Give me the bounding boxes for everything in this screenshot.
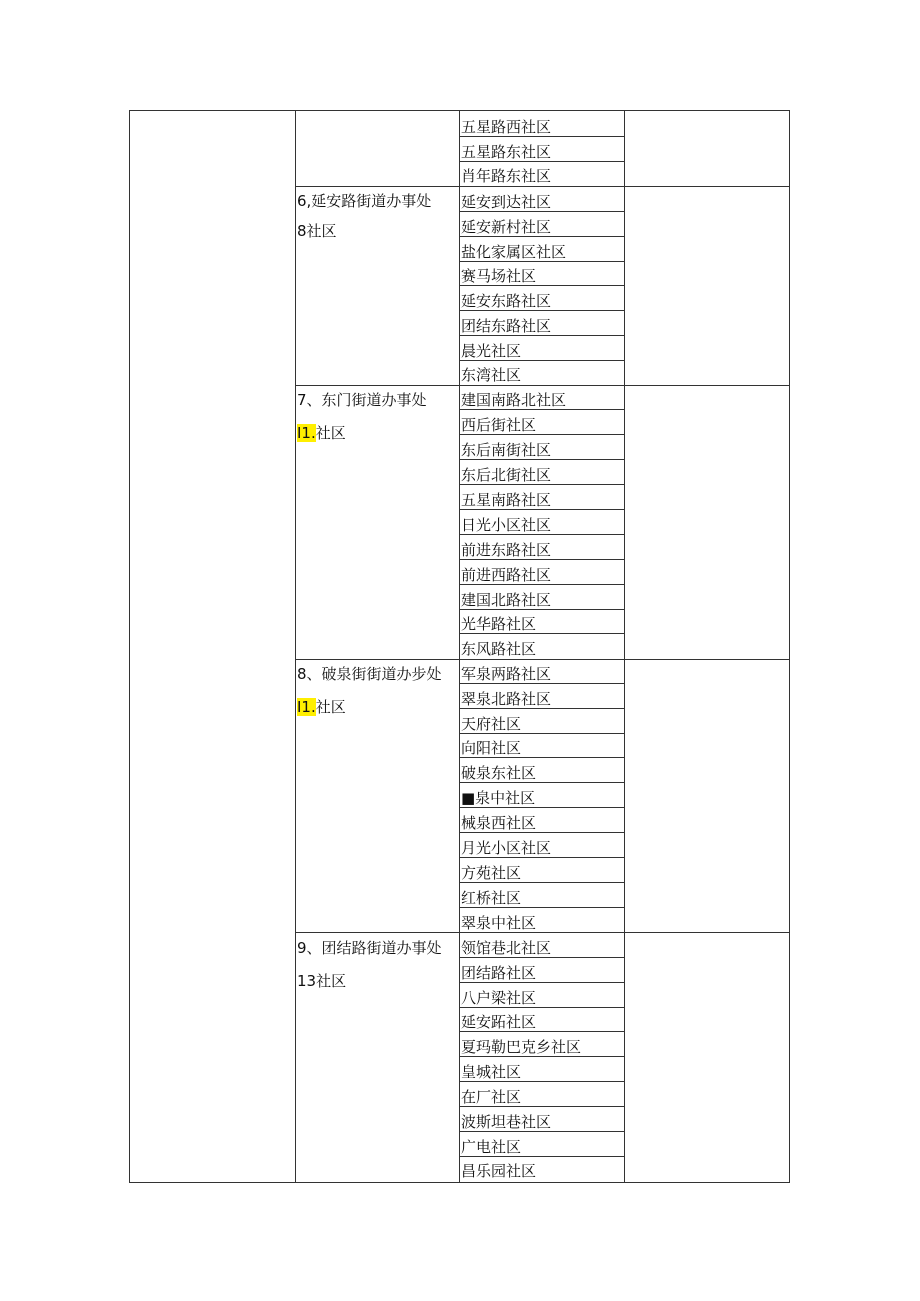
community-cell: 团结东路社区 [461,317,552,335]
community-cell: 延安新村社区 [461,218,552,236]
row-divider [460,161,624,162]
row-divider [460,957,624,958]
community-cell: 东后北街社区 [461,466,552,484]
community-cell: 延安到达社区 [461,193,552,211]
column-divider-1 [295,111,296,1182]
row-divider [460,559,624,560]
column-divider-2 [459,111,460,1182]
row-divider [460,459,624,460]
community-cell: 建国北路社区 [461,591,552,609]
community-cell: 军泉两路社区 [461,665,552,683]
community-cell: 西后街社区 [461,416,537,434]
community-cell: 延安跖社区 [461,1013,537,1031]
community-cell: 翠泉北路社区 [461,690,552,708]
community-cell: 晨光社区 [461,342,522,360]
row-divider [460,484,624,485]
community-cell: 皇城社区 [461,1063,522,1081]
community-cell: 盐化家属区社区 [461,243,567,261]
community-cell: 广电社区 [461,1138,522,1156]
community-cell: 延安东路社区 [461,292,552,310]
district-label: 8、破泉街街道办步处 [297,665,442,683]
row-divider [460,584,624,585]
row-divider [460,335,624,336]
row-divider [460,1007,624,1008]
row-divider [460,409,624,410]
community-cell: 团结路社区 [461,964,537,982]
row-divider [460,857,624,858]
community-cell: 东后南街社区 [461,441,552,459]
row-divider [460,360,624,361]
community-cell: 波斯坦巷社区 [461,1113,552,1131]
row-divider [460,136,624,137]
community-count: 8社区 [297,222,337,240]
community-cell: 械泉西社区 [461,814,537,832]
community-cell: 向阳社区 [461,739,522,757]
district-label: 7、东门街道办事处 [297,391,427,409]
row-divider [460,534,624,535]
row-divider [460,509,624,510]
community-cell: 日光小区社区 [461,516,552,534]
community-cell: 红桥社区 [461,889,522,907]
community-cell: 翠泉中社区 [461,914,537,932]
community-cell: 肖年路东社区 [461,167,552,185]
row-divider [460,434,624,435]
community-cell: 八户梁社区 [461,989,537,1007]
row-divider [460,733,624,734]
row-divider [460,261,624,262]
row-divider [460,757,624,758]
community-cell: 五星路东社区 [461,143,552,161]
row-divider [460,882,624,883]
community-count: I1.社区 [297,698,346,716]
community-cell: 东湾社区 [461,366,522,384]
community-cell: 五星南路社区 [461,491,552,509]
district-label: 9、团结路街道办事处 [297,939,442,957]
row-divider [460,832,624,833]
community-cell: 昌乐园社区 [461,1162,537,1180]
row-divider [460,1056,624,1057]
community-cell: 在厂社区 [461,1088,522,1106]
community-cell: 五星路西社区 [461,118,552,136]
community-cell: 月光小区社区 [461,839,552,857]
row-divider [460,609,624,610]
community-cell: ■泉中社区 [461,789,536,807]
community-cell: 赛马场社区 [461,267,537,285]
district-table [129,110,790,1183]
community-cell: 破泉东社区 [461,764,537,782]
row-divider [460,285,624,286]
community-cell: 光华路社区 [461,615,537,633]
community-count: 13社区 [297,972,347,990]
row-divider [460,1156,624,1157]
community-count: I1.社区 [297,424,346,442]
community-cell: 天府社区 [461,715,522,733]
district-label: 6,延安路街道办事处 [297,192,432,210]
row-divider [460,211,624,212]
row-divider [460,683,624,684]
row-divider [460,310,624,311]
group-separator [295,385,789,386]
row-divider [460,1106,624,1107]
row-divider [460,1131,624,1132]
row-divider [460,907,624,908]
community-cell: 方苑社区 [461,864,522,882]
row-divider [460,782,624,783]
row-divider [460,708,624,709]
community-cell: 夏玛勒巴克乡社区 [461,1038,582,1056]
group-separator [295,659,789,660]
community-cell: 东风路社区 [461,640,537,658]
community-cell: 建国南路北社区 [461,391,567,409]
community-cell: 前进西路社区 [461,566,552,584]
row-divider [460,982,624,983]
row-divider [460,236,624,237]
row-divider [460,1031,624,1032]
row-divider [460,633,624,634]
row-divider [460,1081,624,1082]
group-separator [295,186,789,187]
row-divider [460,807,624,808]
community-cell: 前进东路社区 [461,541,552,559]
community-cell: 领馆巷北社区 [461,939,552,957]
